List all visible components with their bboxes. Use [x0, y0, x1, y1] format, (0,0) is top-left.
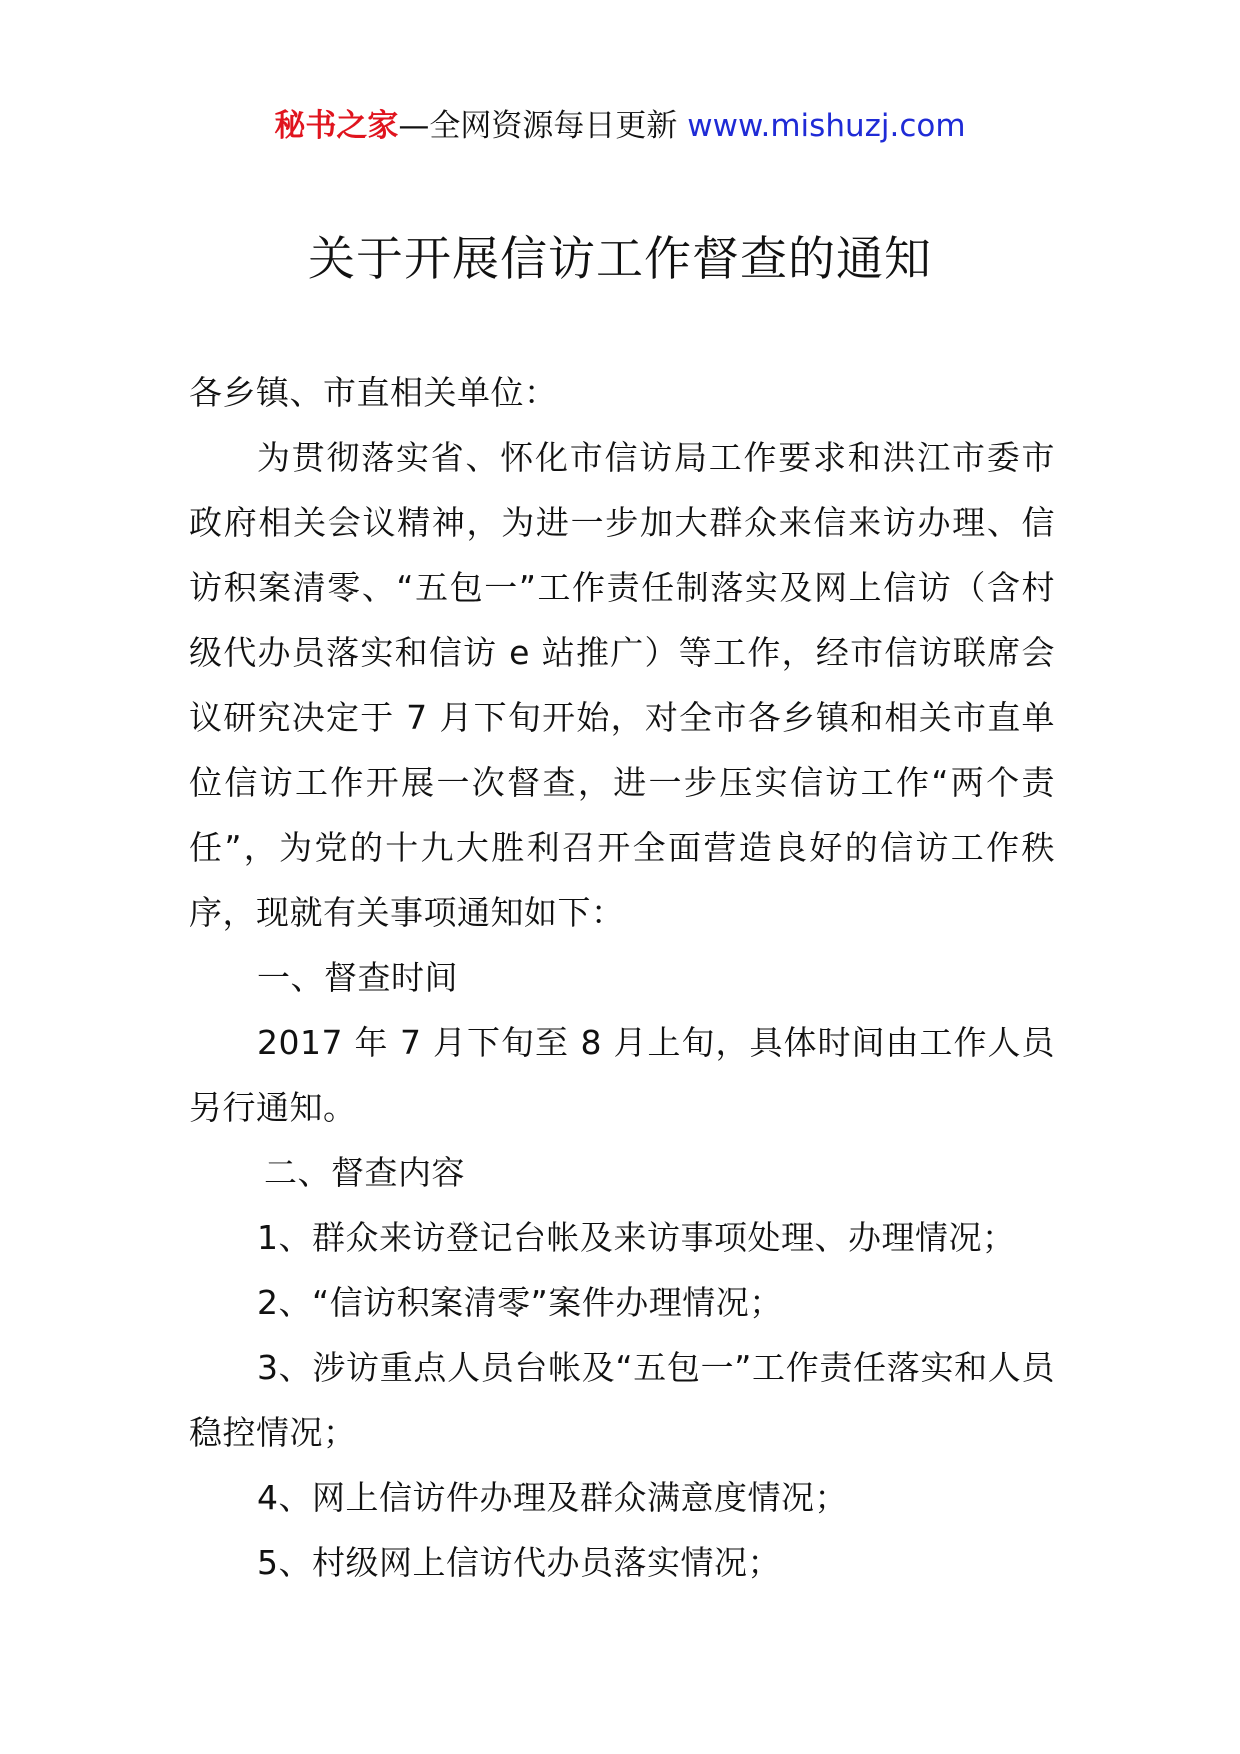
- section1-heading: 一、督查时间: [257, 958, 458, 997]
- content-item-2: 2、“信访积案清零”案件办理情况；: [257, 1283, 783, 1322]
- content-item-1: 1、群众来访登记台帐及来访事项处理、办理情况；: [257, 1218, 1016, 1257]
- section2-heading: 二、督查内容: [264, 1153, 465, 1192]
- intro-paragraph: 为贯彻落实省、怀化市信访局工作要求和洪江市委市政府相关会议精神，为进一步加大群众来信来访办理、信访积案清零、“五包一”工作责任制落实及网上信访（含村级代办员落实和信访 e 站推广）等工作，经市信访联席会议研究决定于 7 月下旬开始，对全市各乡镇和相关市直单位信访工作开展一次督查，进一步压实信访工作“两个责任”，为党的十九大胜利召开全面营造良好的信访工作秩序，现就有关事项通知如下：: [189, 438, 1055, 932]
- document-body: [189, 360, 1055, 1595]
- content-item-4: 4、网上信访件办理及群众满意度情况；: [257, 1478, 848, 1517]
- content-item-5: 5、村级网上信访代办员落实情况；: [257, 1543, 781, 1582]
- salutation: 各乡镇、市直相关单位：: [189, 373, 558, 412]
- section1-body: 2017 年 7 月下旬至 8 月上旬，具体时间由工作人员另行通知。: [189, 1023, 1055, 1127]
- site-header: [0, 104, 1240, 148]
- brand-name: 秘书之家: [274, 108, 399, 144]
- content-item-3: 3、涉访重点人员台帐及“五包一”工作责任落实和人员稳控情况；: [189, 1348, 1055, 1452]
- header-slogan: —全网资源每日更新: [398, 108, 688, 144]
- site-url: www.mishuzj.com: [687, 108, 966, 144]
- document-title: 关于开展信访工作督查的通知: [308, 232, 932, 287]
